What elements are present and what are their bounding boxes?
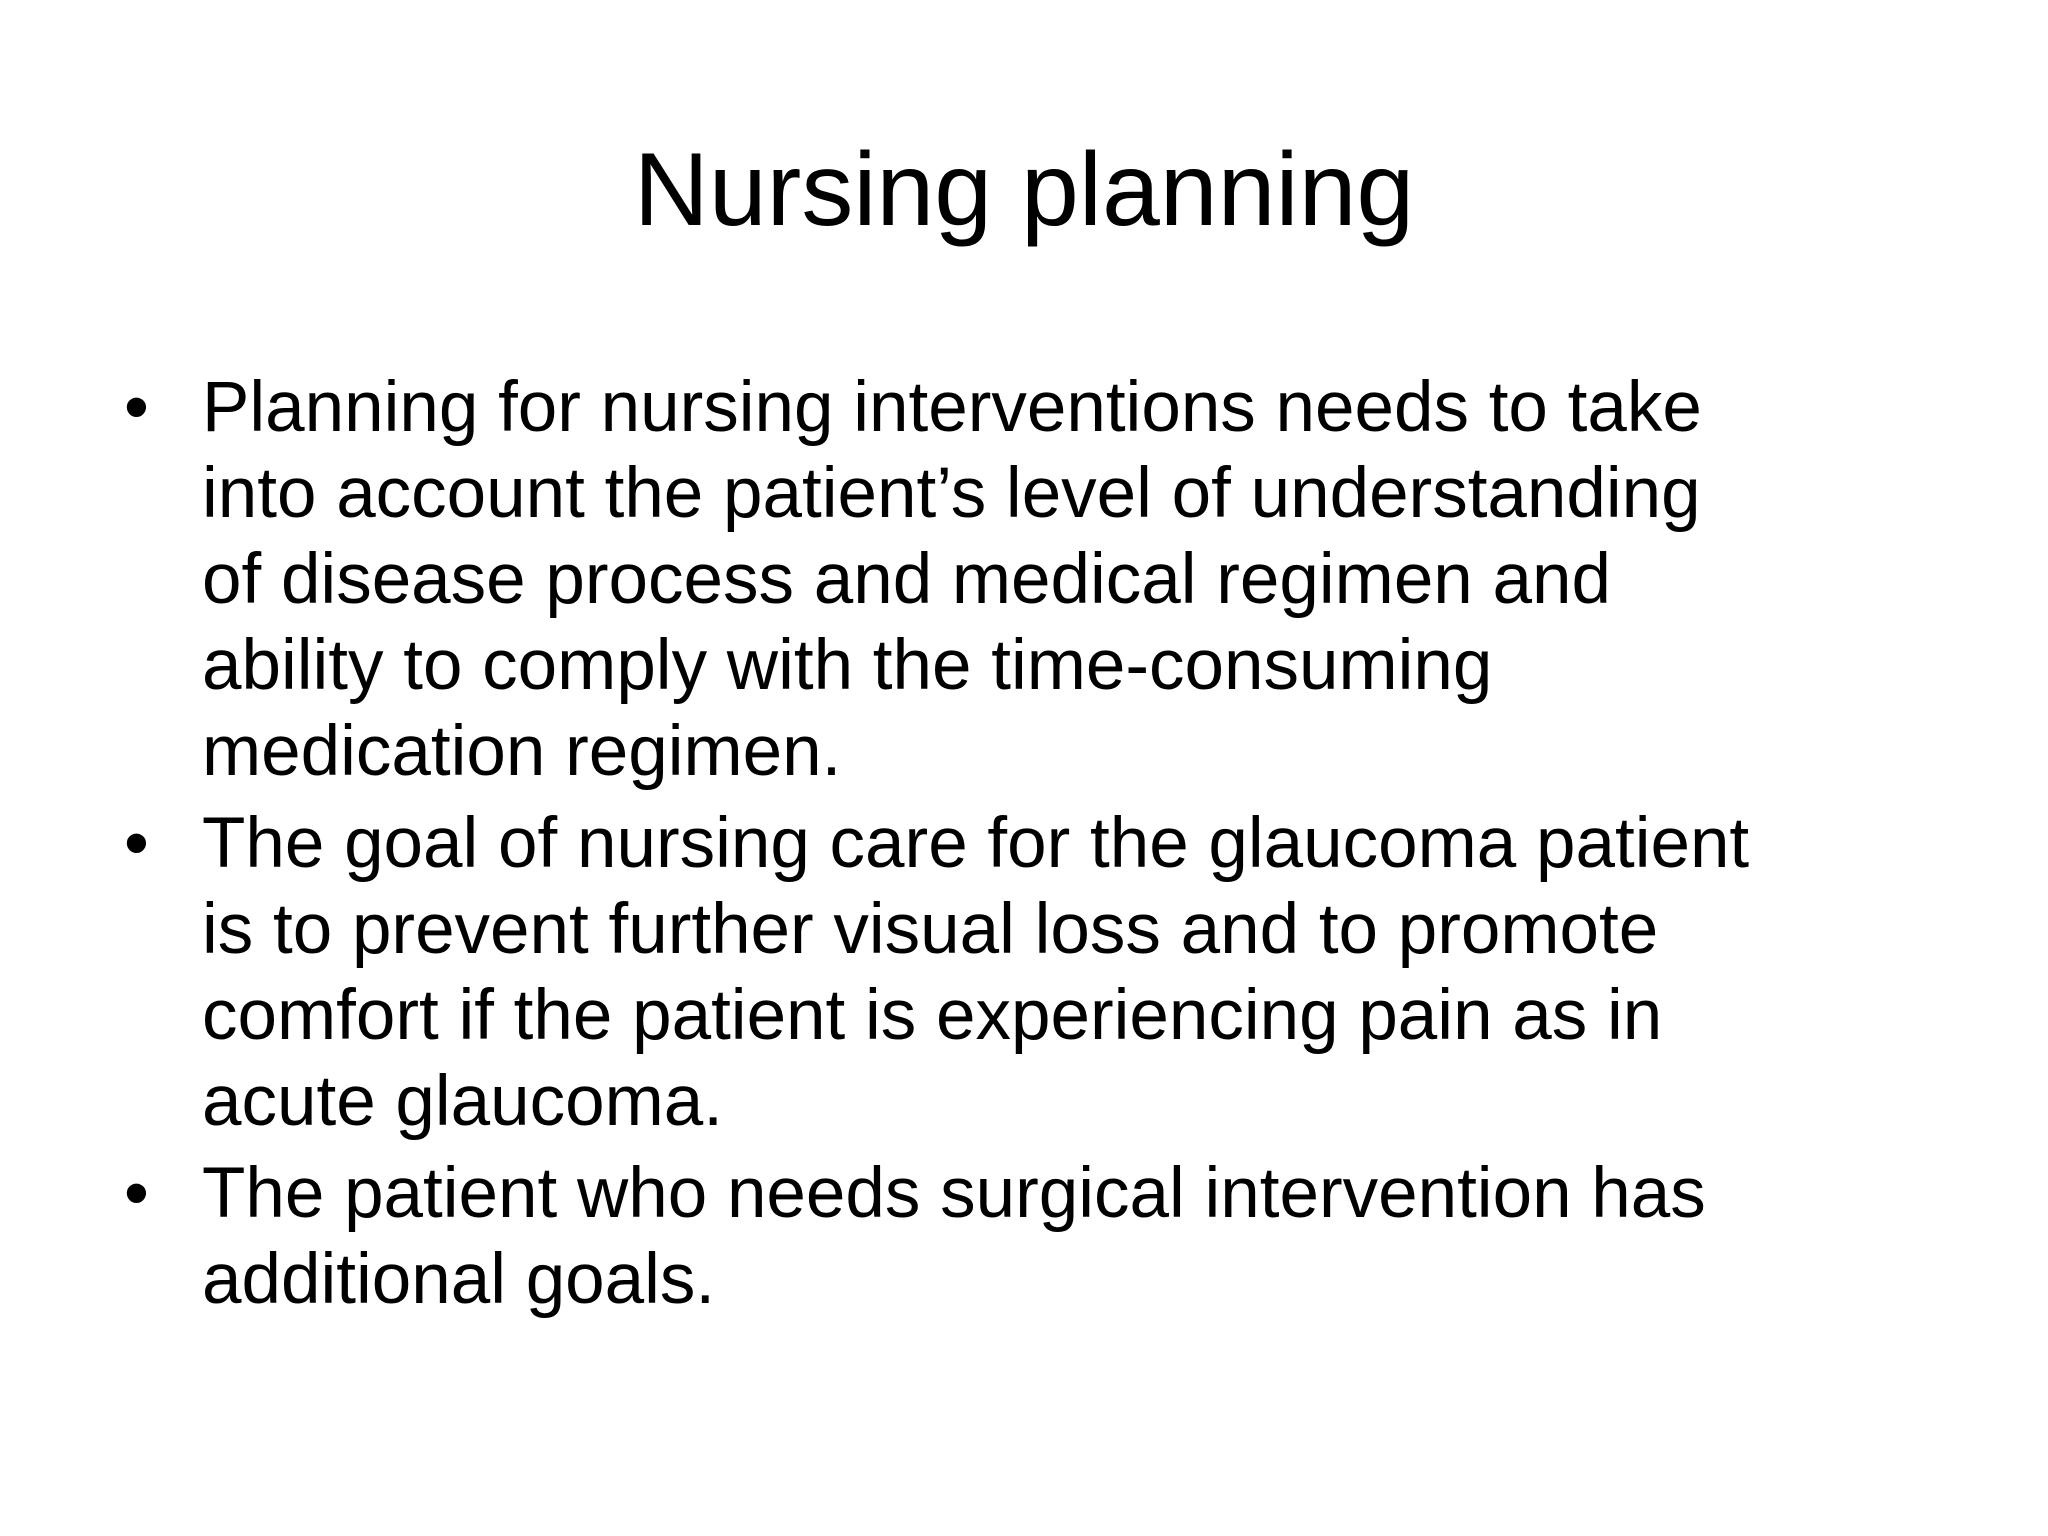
bullet-list (120, 365, 1960, 1329)
bullet-point-icon: • (124, 368, 149, 447)
bullet-line: acute glaucoma. (202, 1062, 723, 1141)
bullet-line: ability to comply with the time-consuming (202, 626, 1493, 705)
bullet-point-icon: • (124, 804, 149, 883)
bullet-line: medication regimen. (202, 712, 842, 791)
bullet-line: additional goals. (202, 1240, 716, 1319)
bullet-item (120, 1151, 1960, 1323)
bullet-line: Planning for nursing interventions needs to take (202, 368, 1702, 447)
bullet-line: The goal of nursing care for the glaucoma patient (202, 804, 1750, 883)
bullet-item (120, 801, 1960, 1145)
bullet-line: of disease process and medical regimen and (202, 540, 1611, 619)
slide-title: Nursing planning (633, 132, 1415, 248)
bullet-line: into account the patient’s level of understanding (202, 454, 1701, 533)
bullet-line: is to prevent further visual loss and to promote (202, 890, 1659, 969)
bullet-line: comfort if the patient is experiencing pain as in (202, 976, 1663, 1055)
bullet-line: The patient who needs surgical intervention has (202, 1154, 1706, 1233)
bullet-point-icon: • (124, 1154, 149, 1233)
bullet-item (120, 365, 1960, 795)
